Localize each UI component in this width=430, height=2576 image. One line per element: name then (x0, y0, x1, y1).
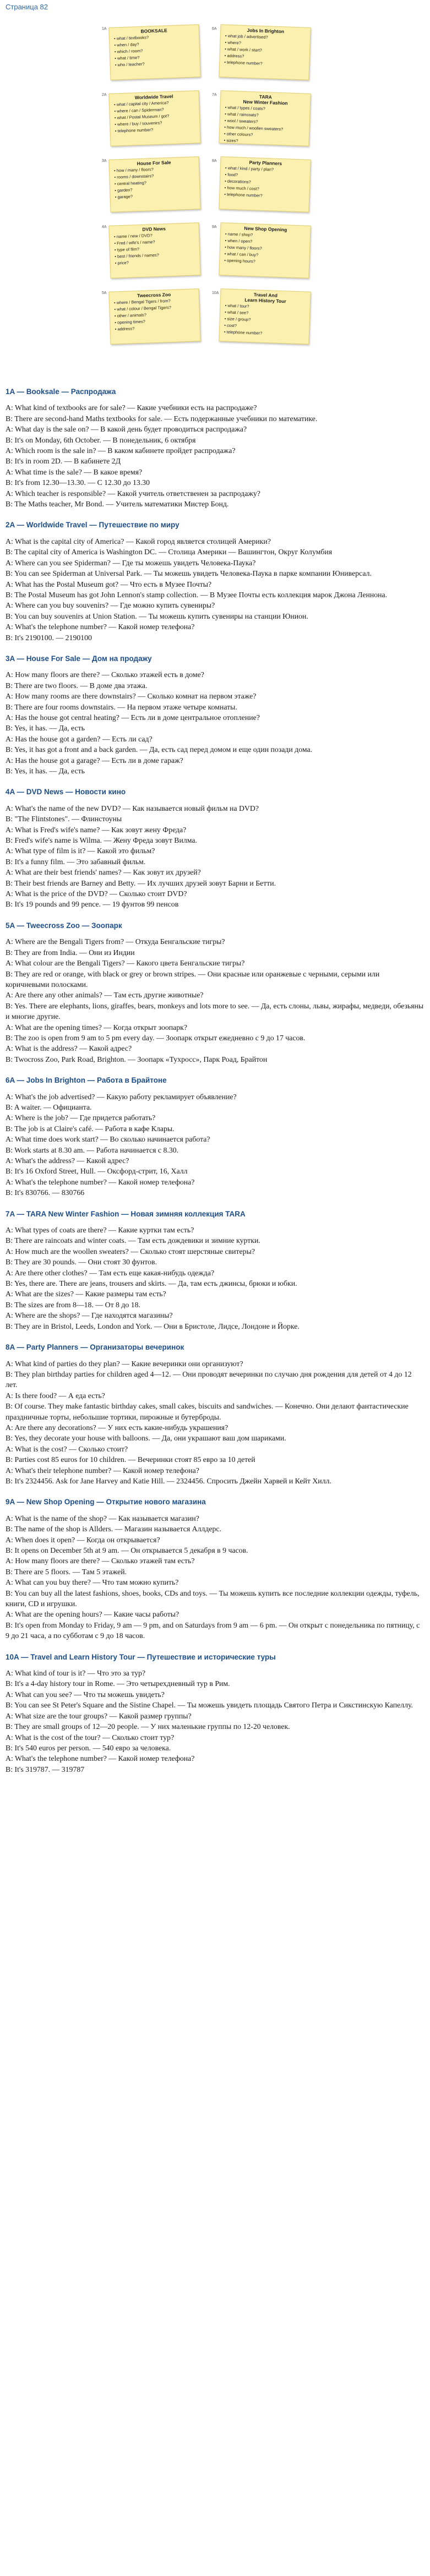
dialogue-line: A: What can you buy there? — Что там можно купить? (6, 1578, 179, 1587)
dialogue-line: B: You can buy souvenirs at Union Station. — Ты можешь купить сувениры на станции Юнион. (6, 612, 308, 620)
dialogue-line: A: What's their telephone number? — Какой номер телефона? (6, 1466, 199, 1475)
card-number: 1A (102, 27, 107, 31)
dialogue-line: B: It's 16 Oxford Street, Hull. — Оксфорд-стрит, 16, Халл (6, 1167, 188, 1176)
card-title: New Shop Opening (244, 225, 287, 233)
card-row: • what / raincoats? (220, 111, 309, 121)
dialogue-line: A: What type of film is it? — Какой это фильм? (6, 847, 155, 855)
card-title: Worldwide Travel (134, 93, 173, 101)
card-row: • when / day? (110, 39, 199, 49)
cue-card-slot (102, 289, 212, 355)
card-row: • cost? (220, 322, 309, 332)
card-number: 5A (102, 291, 107, 295)
dialogue-line: A: What is the address? — Какой адрес? (6, 1044, 132, 1053)
card-row: • how much / cost? (220, 184, 309, 194)
dialogue-line: B: There are second-hand Maths textbooks for sale. — Есть подержанные учебники по математике. (6, 414, 318, 423)
card-row: • telephone number? (220, 59, 309, 69)
card-number: 7A (212, 93, 217, 97)
dialogue-line: B: The job is at Claire's café. — Работа в кафе Клары. (6, 1124, 175, 1133)
card-row: • size / group? (220, 315, 309, 325)
dialogue-section (6, 520, 424, 642)
dialogue-line: A: What kind of textbooks are for sale? — Какие учебники есть на распродаже? (6, 403, 257, 412)
card-row: • other colours? (220, 130, 309, 140)
card-row: • how many / floors? (220, 244, 309, 254)
dialogue-line: B: It's 2324456. Ask for Jane Harvey and Katie Hill. — 2324456. Спросить Джейн Харвей и Кейт Хилл. (6, 1476, 331, 1485)
card-title: Travel And Learn History Tour (244, 292, 286, 304)
card-row: • food? (220, 171, 309, 181)
card-row: • telephone number? (220, 329, 309, 339)
dialogue-line: B: A waiter. — Официанта. (6, 1103, 92, 1111)
dialogue-line: A: Where are the Bengali Tigers from? — Откуда Бенгальские тигры? (6, 937, 225, 946)
card-row: • how much / woollen sweaters? (220, 124, 309, 134)
card-row: • what / can / buy? (220, 250, 309, 260)
dialogue-line: A: What's the telephone number? — Какой номер телефона? (6, 1177, 195, 1186)
card-row: • decorations? (220, 178, 309, 188)
dialogue-section (6, 787, 424, 909)
dialogue-line: B: Their best friends are Barney and Betty. — Их лучших друзей зовут Барни и Бетти. (6, 878, 276, 887)
dialogue-line: B: They are 30 pounds. — Они стоят 30 фунтов. (6, 1258, 157, 1267)
dialogue-line: B: The capital city of America is Washington DC. — Столица Америки — Вашингтон, Округ Колумбия (6, 548, 333, 556)
card-row: • opening times? (110, 316, 199, 326)
section-heading: 9A — New Shop Opening — Открытие нового магазина (6, 1498, 206, 1507)
card-number: 10A (212, 291, 219, 295)
dialogue-line: B: The sizes are from 8—18. — От 8 до 18. (6, 1300, 141, 1309)
dialogue-line: A: What is Fred's wife's name? — Как зовут жену Фреда? (6, 825, 187, 834)
dialogue-line: B: Yes, they decorate your house with balloons. — Да, они украшают ваш дом шариками. (6, 1434, 286, 1443)
card-row: • opening hours? (220, 257, 309, 267)
card-number: 9A (212, 225, 217, 229)
cue-card-slot (102, 223, 212, 289)
dialogue-section (6, 920, 424, 1065)
cue-card (219, 24, 311, 80)
cue-cards (102, 25, 322, 355)
cue-card (108, 24, 200, 80)
dialogue-line: A: Is there food? — А еда есть? (6, 1391, 105, 1400)
cue-card-slot (212, 289, 322, 355)
card-row: • name / shop? (221, 231, 310, 241)
card-row: • what / textbooks? (110, 32, 199, 42)
card-title: House For Sale (137, 159, 171, 167)
card-row: • rooms / downstairs? (110, 171, 199, 181)
card-row: • what / time? (110, 52, 199, 62)
dialogue-line: B: Fred's wife's name is Wilma. — Жену Фреда зовут Вилма. (6, 836, 197, 845)
dialogue-line: A: What is the cost? — Сколько стоит? (6, 1444, 128, 1453)
section-heading: 7A — TARA New Winter Fashion — Новая зимняя коллекция TARA (6, 1209, 246, 1218)
dialogue-line: A: Which room is the sale in? — В каком кабинете пройдет распродажа? (6, 446, 236, 455)
dialogue-line: A: What are the opening times? — Когда открыт зоопарк? (6, 1023, 187, 1032)
card-row: • what / capital city / America? (110, 99, 199, 108)
dialogue-line: B: They are red or orange, with black or grey or brown stripes. — Они красные или оранжевые с черными, серыми или коричневыми полосками. (6, 969, 380, 989)
dialogue-line: B: It's a 4-day history tour in Rome. — Это четырехдневный тур в Рим. (6, 1679, 230, 1688)
card-number: 3A (102, 159, 107, 163)
dialogue-section (6, 1652, 424, 1775)
section-heading: 4A — DVD News — Новости кино (6, 788, 126, 796)
dialogue-line: B: You can see St Peter's Square and the Sistine Chapel. — Ты можешь увидеть площадь Святого Петра и Сикстинскую Капеллу. (6, 1701, 413, 1710)
section-heading: 8A — Party Planners — Организаторы вечеринок (6, 1343, 184, 1352)
cue-card-slot (212, 25, 322, 91)
cue-card (219, 288, 311, 345)
dialogue-line: A: What is the capital city of America? — Какой город является столицей Америки? (6, 537, 271, 545)
card-row: • where / can / Spiderman? (110, 105, 199, 115)
dialogue-line: A: Are there other clothes? — Там есть еще какая-нибудь одежда? (6, 1268, 215, 1277)
dialogue-line: B: The name of the shop is Allders. — Магазин называется Аллдерс. (6, 1525, 221, 1533)
cue-card-slot (212, 157, 322, 223)
dialogue-line: A: What are the opening hours? — Какие часы работы? (6, 1610, 179, 1619)
dialogue-line: A: What time is the sale? — В какое время? (6, 467, 143, 476)
dialogue-line: B: There are four rooms downstairs. — На первом этаже четыре комнаты. (6, 702, 237, 711)
card-row: • price? (111, 257, 200, 267)
card-row: • garden? (110, 184, 199, 194)
dialogue-line: A: What are their best friends' names? — Как зовут их друзей? (6, 868, 201, 877)
card-row: • what / kind / party / plan? (221, 165, 310, 174)
dialogue-line: B: Yes, it has. — Да, есть (6, 767, 85, 775)
card-row: • Fred / wife's / name? (110, 237, 199, 247)
dialogue-line: A: What size are the tour groups? — Какой размер группы? (6, 1711, 192, 1720)
dialogue-line: B: It's 540 euros per person. — 540 евро за человека. (6, 1743, 171, 1752)
dialogue-line: A: What is the name of the shop? — Как называется магазин? (6, 1514, 199, 1522)
card-title: Tweecross Zoo (137, 291, 171, 299)
cue-card (219, 156, 311, 212)
dialogue-line: B: There are two floors. — В доме два этажа. (6, 681, 148, 690)
card-number: 4A (102, 225, 107, 229)
card-row: • telephone number? (111, 125, 200, 135)
dialogue-line: A: How many rooms are there downstairs? — Сколько комнат на первом этаже? (6, 692, 257, 701)
dialogue-line: B: It's from 12.30—13.30. — С 12.30 до 13.30 (6, 478, 150, 487)
dialogue-line: B: Yes. There are elephants, lions, giraffes, bears, monkeys and lots more to see. — Да, есть слоны, львы, жирафы, медведи, обезьяны и многие другие. (6, 1001, 424, 1021)
dialogue-line: A: What kind of parties do they plan? — Какие вечеринки они организуют? (6, 1359, 243, 1368)
card-row: • what / colour / Bengal Tigers? (110, 303, 199, 313)
dialogue-line: A: Has the house got a garage? — Есть ли в доме гараж? (6, 756, 183, 765)
dialogue-section (6, 1075, 424, 1198)
dialogue-line: B: There are raincoats and winter coats. — Там есть дождевики и зимние куртки. (6, 1236, 260, 1245)
cue-card (219, 222, 311, 279)
card-row: • what / work / start? (220, 46, 309, 56)
dialogue-line: B: Of course. They make fantastic birthday cakes, small cakes, biscuits and sandwiches. — Конечно. Они делают фантастические праздничные торты, небольшие тортики, пирожные и бутерброды. (6, 1402, 409, 1421)
dialogue-line: A: What kind of tour is it? — Что это за тур? (6, 1669, 146, 1678)
cue-card-slot (102, 91, 212, 157)
card-row: • when / open? (220, 237, 309, 247)
section-heading: 10A — Travel and Learn History Tour — Путешествие и исторические туры (6, 1652, 276, 1661)
card-title: DVD News (142, 226, 166, 232)
dialogue-line: B: They are in Bristol, Leeds, London and York. — Они в Бристоле, Лидсе, Лондоне и Йорке. (6, 1322, 300, 1330)
dialogue-line: A: What's the telephone number? — Какой номер телефона? (6, 1754, 195, 1763)
dialogue-line: A: What's the name of the new DVD? — Как называется новый фильм на DVD? (6, 804, 259, 812)
cue-card-slot (212, 91, 322, 157)
dialogue-line: A: How many floors are there? — Сколько этажей там есть? (6, 1557, 195, 1565)
dialogue-line: A: What are the sizes? — Какие размеры там есть? (6, 1290, 166, 1298)
dialogue-line: A: Which teacher is responsible? — Какой учитель ответственен за распродажу? (6, 489, 260, 498)
card-row: • where / Bengal Tigers / from? (110, 297, 199, 307)
card-title: Party Planners (249, 159, 282, 167)
dialogue-line: B: They are small groups of 12—20 people. — У них маленькие группы по 12-20 человек. (6, 1722, 290, 1731)
dialogue-line: A: Are there any decorations? — У них есть какие-нибудь украшения? (6, 1423, 228, 1432)
card-number: 6A (212, 27, 217, 31)
dialogue-line: B: It's 2190100. — 2190100 (6, 633, 92, 642)
dialogue-line: A: What colour are the Bengali Tigers? — Какого цвета Бенгальские тигры? (6, 959, 245, 968)
page-label[interactable]: Страница 82 (6, 3, 48, 11)
dialogue-line: A: Has the house got a garden? — Есть ли сад? (6, 734, 153, 743)
dialogue-line: B: Yes, it has. — Да, есть (6, 724, 85, 733)
dialogue-line: B: It's in room 2D. — В кабинете 2Д (6, 457, 121, 466)
dialogue-line: A: Where is the job? — Где придется работать? (6, 1114, 156, 1122)
card-title: TARA New Winter Fashion (243, 94, 288, 106)
dialogue-line: B: It opens on December 5th at 9 am. — Он открывается 5 декабря в 9 часов. (6, 1546, 248, 1554)
dialogue-line: A: What's the telephone number? — Какой номер телефона? (6, 623, 195, 631)
dialogue-section (6, 386, 424, 509)
dialogues (6, 386, 424, 1785)
dialogue-line: B: Work starts at 8.30 am. — Работа начинается с 8.30. (6, 1145, 179, 1154)
card-row: • which / room? (110, 46, 199, 56)
dialogue-line: B: It's open from Monday to Friday, 9 am — 9 pm, and on Saturdays from 9 am — 6 pm. — Он открыт с понедельника по пятницу, с 9 до 21 часа, а по субботам с 9 до 18 часов. (6, 1620, 420, 1640)
dialogue-line: A: What is the price of the DVD? — Сколько стоит DVD? (6, 889, 187, 898)
cue-card (108, 288, 200, 345)
dialogue-line: A: What's the job advertised? — Какую работу рекламирует объявление? (6, 1092, 237, 1101)
dialogue-line: A: Where can you see Spiderman? — Где ты можешь увидеть Человека-Паука? (6, 558, 256, 567)
cue-card-slot (102, 157, 212, 223)
dialogue-line: B: The Postal Museum has got John Lennon's stamp collection. — В Музее Почты есть коллекция марок Джона Леннона. (6, 590, 388, 599)
cue-card (108, 222, 200, 279)
card-title: Jobs In Brighton (247, 27, 285, 35)
dialogue-section (6, 653, 424, 776)
card-row: • what / tour? (220, 302, 309, 312)
dialogue-line: B: They plan birthday parties for children aged 4—12. — Они проводят вечеринки по случаю дня рождения для детей от 4 до 12 лет. (6, 1369, 412, 1389)
dialogue-line: B: It's 830766. — 830766 (6, 1188, 85, 1197)
dialogue-line: B: It's a funny film. — Это забавный фильм. (6, 857, 146, 866)
cue-card (219, 90, 311, 146)
card-row: • type of film? (110, 244, 199, 254)
dialogue-section (6, 1497, 424, 1641)
dialogue-line: B: They are from India. — Они из Индии (6, 948, 135, 957)
dialogue-line: B: The Maths teacher, Mr Bond. — Учитель математики Мистер Бонд. (6, 500, 229, 509)
dialogue-line: A: What day is the sale on? — В какой день будет проводиться распродажа? (6, 425, 247, 434)
dialogue-section (6, 1342, 424, 1486)
dialogue-line: B: Yes, there are. There are jeans, trousers and skirts. — Да, там есть джинсы, брюки и юбки. (6, 1279, 297, 1288)
dialogue-line: A: Are there any other animals? — Там есть другие животные? (6, 991, 204, 1000)
dialogue-line: B: It's 19 pounds and 99 pence. — 19 фунтов 99 пенсов (6, 900, 179, 909)
section-heading: 2A — Worldwide Travel — Путешествие по миру (6, 521, 179, 530)
card-row: • who / teacher? (111, 59, 200, 69)
card-row: • other / animals? (110, 310, 199, 320)
card-row: • what job / advertised? (221, 32, 310, 42)
cue-card (108, 156, 200, 212)
card-row: • what / types / coats? (220, 104, 309, 114)
dialogue-line: A: Where can you buy souvenirs? — Где можно купить сувениры? (6, 601, 215, 610)
dialogue-line: A: Where are the shops? — Где находятся магазины? (6, 1311, 173, 1320)
dialogue-line: B: Yes, it has got a front and a back garden. — Да, есть сад перед домом и еще один позади дома. (6, 745, 313, 754)
dialogue-line: B: "The Flintstones". — Флинстоуны (6, 815, 122, 823)
dialogue-line: A: What can you see? — Что ты можешь увидеть? (6, 1690, 165, 1699)
dialogue-line: B: You can see Spiderman at Universal Park. — Ты можешь увидеть Человека-Паука в парке компании Юниверсал. (6, 569, 372, 578)
dialogue-line: A: How much are the woollen sweaters? — Сколько стоят шерстяные свитеры? (6, 1247, 255, 1256)
dialogue-line: B: The zoo is open from 9 am to 5 pm every day. — Зоопарк открыт ежедневно с 9 до 17 часов. (6, 1033, 306, 1042)
card-number: 8A (212, 159, 217, 163)
card-number: 2A (102, 93, 107, 97)
dialogue-line: B: It's 319787. — 319787 (6, 1765, 85, 1773)
card-row: • where? (220, 39, 309, 49)
dialogue-line: B: It's on Monday, 6th October. — В понедельник, 6 октября (6, 435, 196, 444)
cue-card-slot (102, 25, 212, 91)
dialogue-line: B: You can buy all the latest fashions, shoes, books, CDs and toys. — Ты можешь купить все последние коллекции одежды, туфель, книги, CD и игрушки. (6, 1589, 420, 1608)
dialogue-section (6, 1209, 424, 1331)
dialogue-line: A: What types of coats are there? — Какие куртки там есть? (6, 1226, 194, 1235)
cue-card-slot (212, 223, 322, 289)
card-row: • address? (111, 323, 200, 333)
dialogue-line: B: Twocross Zoo, Park Road, Brighton. — Зоопарк «Тухросс», Парк Роад, Брайтон (6, 1055, 268, 1063)
card-row: • name / new / DVD? (110, 231, 199, 241)
card-row: • what / Postal Museum / got? (110, 112, 199, 122)
card-row: • central heating? (110, 178, 199, 188)
card-row: • address? (220, 52, 309, 62)
section-heading: 3A — House For Sale — Дом на продажу (6, 654, 152, 663)
dialogue-line: B: Parties cost 85 euros for 10 children. — Вечеринки стоят 85 евро за 10 детей (6, 1455, 255, 1464)
dialogue-line: A: Has the house got central heating? — Есть ли в доме центральное отопление? (6, 713, 260, 722)
dialogue-line: A: When does it open? — Когда он открывается? (6, 1535, 160, 1544)
card-row: • what / see? (220, 309, 309, 319)
card-row: • best / friends / names? (110, 250, 199, 260)
section-heading: 6A — Jobs In Brighton — Работа в Брайтоне (6, 1076, 167, 1085)
dialogue-line: A: What time does work start? — Во сколько начинается работа? (6, 1135, 210, 1144)
dialogue-line: B: There are 5 floors. — Там 5 этажей. (6, 1567, 127, 1576)
card-row: • where / buy / souvenirs? (110, 118, 199, 128)
dialogue-line: A: How many floors are there? — Сколько этажей есть в доме? (6, 670, 204, 679)
section-heading: 1A — Booksale — Распродажа (6, 388, 116, 396)
card-row: • wool / sweaters? (220, 117, 309, 127)
card-title: BOOKSALE (140, 28, 167, 34)
dialogue-line: A: What's the address? — Какой адрес? (6, 1156, 129, 1165)
dialogue-line: A: What is the cost of the tour? — Сколько стоит тур? (6, 1733, 175, 1742)
card-row: • telephone number? (220, 191, 309, 201)
card-row: • sizes? (219, 137, 308, 147)
dialogue-line: A: What has the Postal Museum got? — Что есть в Музее Почты? (6, 580, 212, 588)
section-heading: 5A — Tweecross Zoo — Зоопарк (6, 921, 122, 930)
cue-card (108, 90, 200, 146)
card-row: • garage? (111, 191, 200, 201)
card-row: • how / many / floors? (110, 165, 199, 174)
